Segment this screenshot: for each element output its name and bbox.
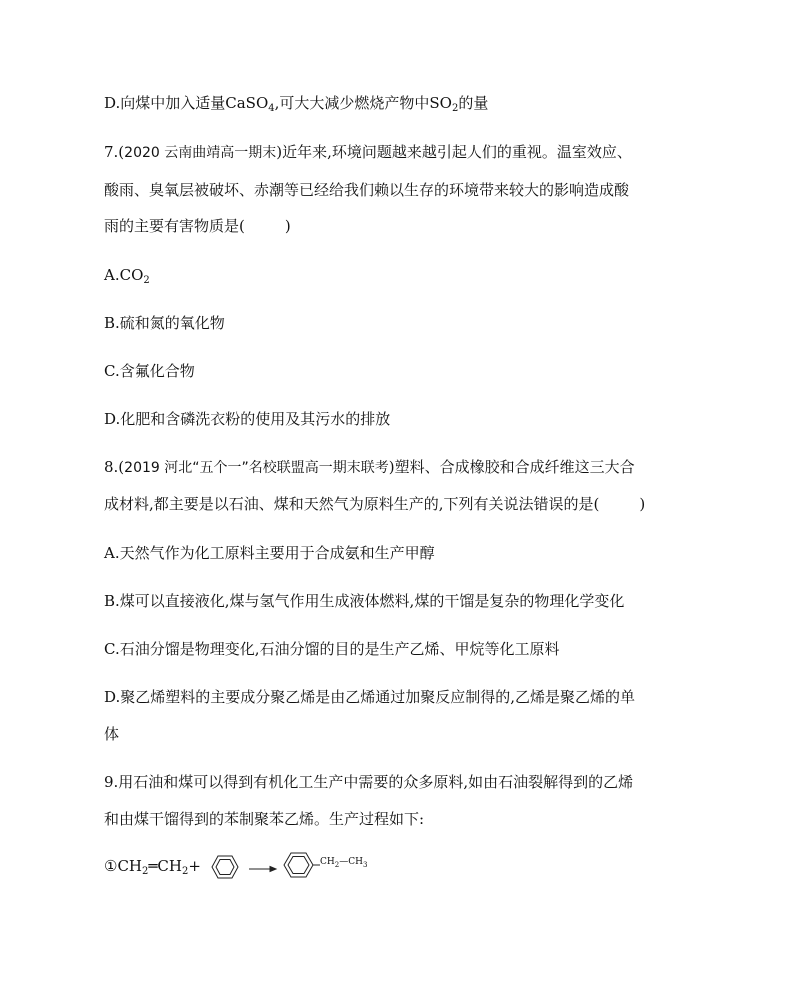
- q8-option-b: B.煤可以直接液化,煤与氢气作用生成液体燃料,煤的干馏是复杂的物理化学变化: [104, 592, 625, 610]
- q8-option-a: A.天然气作为化工原料主要用于合成氨和生产甲醇: [104, 544, 435, 562]
- benzene-ring-icon: [212, 856, 238, 878]
- question-9-line-1: 9.用石油和煤可以得到有机化工生产中需要的众多原料,如由石油裂解得到的乙烯: [104, 773, 634, 791]
- q7-option-b: B.硫和氮的氧化物: [104, 314, 225, 332]
- question-9-line-2: 和由煤干馏得到的苯制聚苯乙烯。生产过程如下:: [104, 810, 425, 828]
- reaction-reactants: $①CH_2═CH_2+$: [104, 857, 201, 877]
- question-7-line-2: 酸雨、臭氧层被破坏、赤潮等已经给我们赖以生存的环境带来较大的影响造成酸: [104, 181, 630, 199]
- q8-option-d-line-1: D.聚乙烯塑料的主要成分聚乙烯是由乙烯通过加聚反应制得的,乙烯是聚乙烯的单: [104, 688, 636, 706]
- q7-option-d: D.化肥和含磷洗衣粉的使用及其污水的排放: [104, 410, 391, 428]
- q8-option-c: C.石油分馏是物理变化,石油分馏的目的是生产乙烯、甲烷等化工原料: [104, 640, 560, 658]
- ethylbenzene-ring-icon: [284, 853, 320, 877]
- reaction-arrow-icon: [249, 867, 276, 872]
- product-side-chain: $CH_2—CH_3$: [320, 857, 368, 869]
- q8-option-d-line-2: 体: [104, 725, 120, 743]
- reaction-equation: [104, 850, 404, 884]
- q7-option-a: $A.CO_2$: [104, 266, 150, 286]
- question-7-line-1: 7.(2020 云南曲靖高一期末)近年来,环境问题越来越引起人们的重视。温室效应、: [104, 143, 632, 161]
- question-8-line-2: 成材料,都主要是以石油、煤和天然气为原料生产的,下列有关说法错误的是( ): [104, 495, 646, 513]
- option-d-previous: D.向煤中加入适量CaSO$_4$,可大大减少燃烧产物中$SO_2$的量: [104, 94, 489, 114]
- question-8-line-1: 8.(2019 河北“五个一”名校联盟高一期末联考)塑料、合成橡胶和合成纤维这三大合: [104, 458, 635, 476]
- question-7-line-3: 雨的主要有害物质是( ): [104, 217, 291, 235]
- q7-option-c: C.含氟化合物: [104, 362, 195, 380]
- reaction-structures: [104, 850, 404, 884]
